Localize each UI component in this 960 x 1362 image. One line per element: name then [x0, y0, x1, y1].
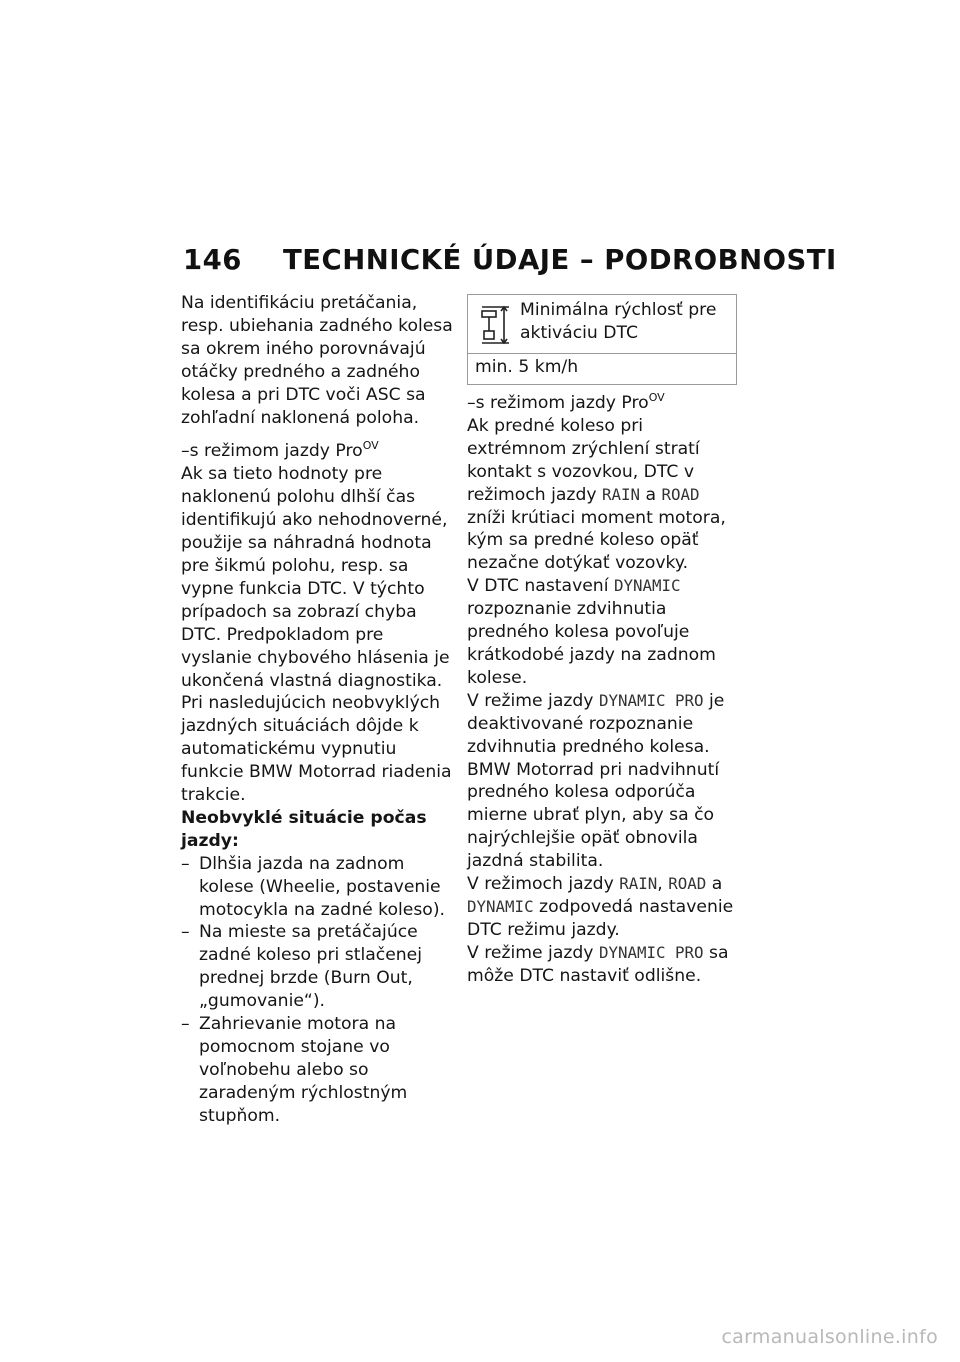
page-number: 146	[183, 244, 242, 276]
mode-dynamic-pro: DYNAMIC PRO	[598, 942, 704, 962]
mode-superscript: OV	[648, 391, 665, 404]
mode-road: ROAD	[661, 484, 700, 504]
mode-road: ROAD	[668, 874, 707, 894]
auto-off-paragraph: Pri nasledujúcich neobvyklých jazdných situáciách dôjde k automatickému vypnutiu funkcie BMW Motorrad riadenia trakcie.	[181, 693, 452, 806]
mode-dynamic-pro: DYNAMIC PRO	[598, 690, 704, 710]
front-wheel-paragraph	[467, 415, 739, 575]
watermark: carmanualsonline.info	[721, 1326, 938, 1348]
mode-dynamic: DYNAMIC	[467, 896, 534, 916]
mode-dynamic: DYNAMIC	[613, 576, 681, 596]
page-title: TECHNICKÉ ÚDAJE – PODROBNOSTI	[283, 244, 837, 276]
dynamic-pro-paragraph	[467, 690, 739, 759]
text-run: rozpoznanie zdvihnutia predného kolesa povoľuje krátkodobé jazdy na zadnom kolese.	[467, 599, 716, 688]
spec-box	[467, 294, 737, 385]
left-column	[181, 292, 459, 1128]
intro-paragraph: Na identifikáciu pretáčania, resp. ubiehania zadného kolesa sa okrem iného porovnávajú otáčky predného a zadného kolesa a pri DTC voči ASC sa zohľadní naklonená poloha.	[181, 293, 453, 428]
spec-box-header	[468, 295, 736, 354]
text-run: V režime jazdy	[467, 690, 599, 711]
text-run: V režimoch jazdy	[467, 874, 620, 895]
text-run: je deaktivované rozpoznanie zdvihnutia predného kolesa.	[467, 690, 725, 757]
speed-gauge-icon	[480, 303, 512, 347]
modes-paragraph	[467, 873, 739, 942]
text-run: Ak predné koleso pri extrémnom zrýchlení stratí kontakt s vozovkou, DTC v režimoch jazdy	[467, 415, 700, 505]
text-run: ,	[657, 874, 669, 895]
text-run: sa môže DTC nastaviť odlišne.	[467, 942, 729, 986]
mode-label	[181, 440, 459, 463]
mode-rain: RAIN	[619, 874, 658, 894]
text-run: zníži krútiaci moment motora, kým sa predné koleso opäť nezačne dotýkať vozovky.	[467, 507, 726, 574]
mode-rain: RAIN	[602, 484, 641, 504]
list-item: – Dlhšia jazda na zadnom kolese (Wheelie, postavenie motocykla na zadné koleso).	[181, 853, 459, 922]
mode-label-text: –s režimom jazdy Pro	[467, 393, 649, 413]
spec-box-title: Minimálna rýchlosť pre aktiváciu DTC	[520, 300, 717, 343]
subheading: Neobvyklé situácie počas jazdy:	[181, 807, 427, 851]
text-run: a	[706, 874, 723, 895]
spec-box-value: min. 5 km/h	[475, 357, 579, 377]
list-item: – Zahrievanie motora na pomocnom stojane vo voľnobehu alebo so zaradeným rýchlostným stupňom.	[181, 1013, 459, 1128]
mode-superscript: OV	[362, 439, 379, 453]
mode-label-text: –s režimom jazdy Pro	[181, 441, 363, 462]
list-item: – Na mieste sa pretáčajúce zadné koleso pri stlačenej prednej brzde (Burn Out, „gumovanie“).	[181, 921, 459, 1013]
text-run: V DTC nastavení	[467, 576, 614, 597]
mode-label	[467, 392, 739, 415]
dynamic-paragraph	[467, 575, 739, 690]
page-header	[183, 244, 837, 276]
fallback-paragraph: Ak sa tieto hodnoty pre naklonenú polohu dlhší čas identifikujú ako nehodnoverné, použije sa náhradná hodnota pre šikmú polohu, resp. sa vypne funkcia DTC. V týchto prípadoch sa zobrazí chyba DTC. Predpokladom pre vyslanie chybového hlásenia je ukončená vlastná diagnostika.	[181, 464, 450, 691]
situation-list	[181, 853, 459, 1128]
text-run: a	[640, 484, 662, 505]
text-run: V režime jazdy	[467, 942, 599, 963]
recommendation-paragraph: BMW Motorrad pri nadvihnutí predného kolesa odporúča mierne ubrať plyn, aby sa čo najrýchlejšie opäť obnovila jazdná stabilita.	[467, 759, 720, 872]
right-column	[467, 392, 739, 988]
text-run: zodpovedá nastavenie DTC režimu jazdy.	[467, 896, 734, 940]
dynamic-pro-setting-paragraph	[467, 942, 739, 988]
